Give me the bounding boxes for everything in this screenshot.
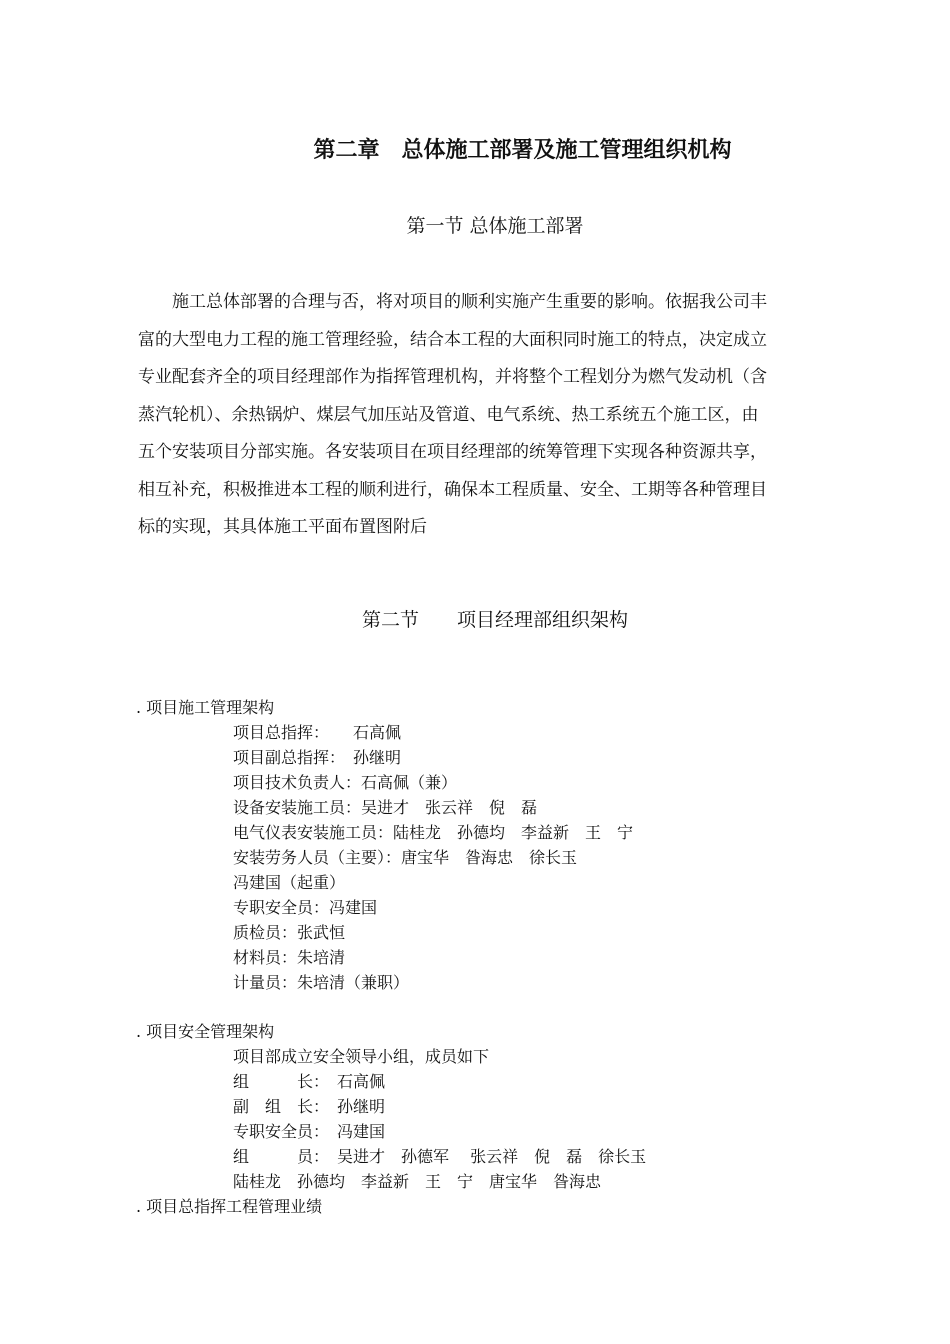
safety-list-item: 专职安全员： 冯建国 xyxy=(233,1122,386,1141)
org-list-item: 电气仪表安装施工员：陆桂龙 孙德均 李益新 王 宁 xyxy=(233,823,634,842)
org-list-item: 项目副总指挥： 孙继明 xyxy=(233,748,402,767)
org-list-item: 材料员：朱培清 xyxy=(233,948,346,967)
org-list-item: 设备安装施工员：吴进才 张云祥 倪 磊 xyxy=(233,798,538,817)
paragraph-line: 专业配套齐全的项目经理部作为指挥管理机构，并将整个工程划分为燃气发动机（含 xyxy=(138,367,767,387)
performance-heading: . 项目总指挥工程管理业绩 xyxy=(136,1197,323,1216)
safety-list-item: 陆桂龙 孙德均 李益新 王 宁 唐宝华 昝海忠 xyxy=(233,1172,602,1191)
org-list-item: 冯建国（起重） xyxy=(233,873,346,892)
safety-list-item: 组 员： 吴进才 孙德军 张云祥 倪 磊 徐长玉 xyxy=(233,1147,647,1166)
org-list-item: 专职安全员：冯建国 xyxy=(233,898,378,917)
safety-list-item: 副 组 长： 孙继明 xyxy=(233,1097,386,1116)
org-list-item: 安装劳务人员（主要）：唐宝华 昝海忠 徐长玉 xyxy=(233,848,578,867)
section1-title: 第一节 总体施工部署 xyxy=(406,215,584,237)
paragraph-line: 施工总体部署的合理与否，将对项目的顺利实施产生重要的影响。依据我公司丰 xyxy=(138,292,767,312)
paragraph-line: 五个安装项目分部实施。各安装项目在项目经理部的统筹管理下实现各种资源共享， xyxy=(138,442,767,462)
paragraph-line: 蒸汽轮机）、余热锅炉、煤层气加压站及管道、电气系统、热工系统五个施工区，由 xyxy=(138,404,759,425)
safety-mgmt-heading: . 项目安全管理架构 xyxy=(136,1022,275,1041)
deployment-paragraph xyxy=(138,284,858,547)
section2-title: 第二节 项目经理部组织架构 xyxy=(361,609,628,631)
safety-list-item: 项目部成立安全领导小组，成员如下 xyxy=(233,1047,490,1066)
paragraph-line: 标的实现，其具体施工平面布置图附后 xyxy=(138,517,427,537)
paragraph-line: 相互补充，积极推进本工程的顺利进行，确保本工程质量、安全、工期等各种管理目 xyxy=(138,479,767,500)
chapter-title: 第二章 总体施工部署及施工管理组织机构 xyxy=(313,138,732,163)
org-list-item: 质检员：张武恒 xyxy=(233,923,346,942)
org-list-item: 项目总指挥： 石高佩 xyxy=(233,723,402,742)
org-list-item: 项目技术负责人：石高佩（兼） xyxy=(233,773,458,792)
org-list-item: 计量员：朱培清（兼职） xyxy=(233,973,410,992)
construction-mgmt-heading: . 项目施工管理架构 xyxy=(136,698,275,717)
paragraph-line: 富的大型电力工程的施工管理经验，结合本工程的大面积同时施工的特点，决定成立 xyxy=(138,329,767,350)
safety-list-item: 组 长： 石高佩 xyxy=(233,1072,386,1091)
